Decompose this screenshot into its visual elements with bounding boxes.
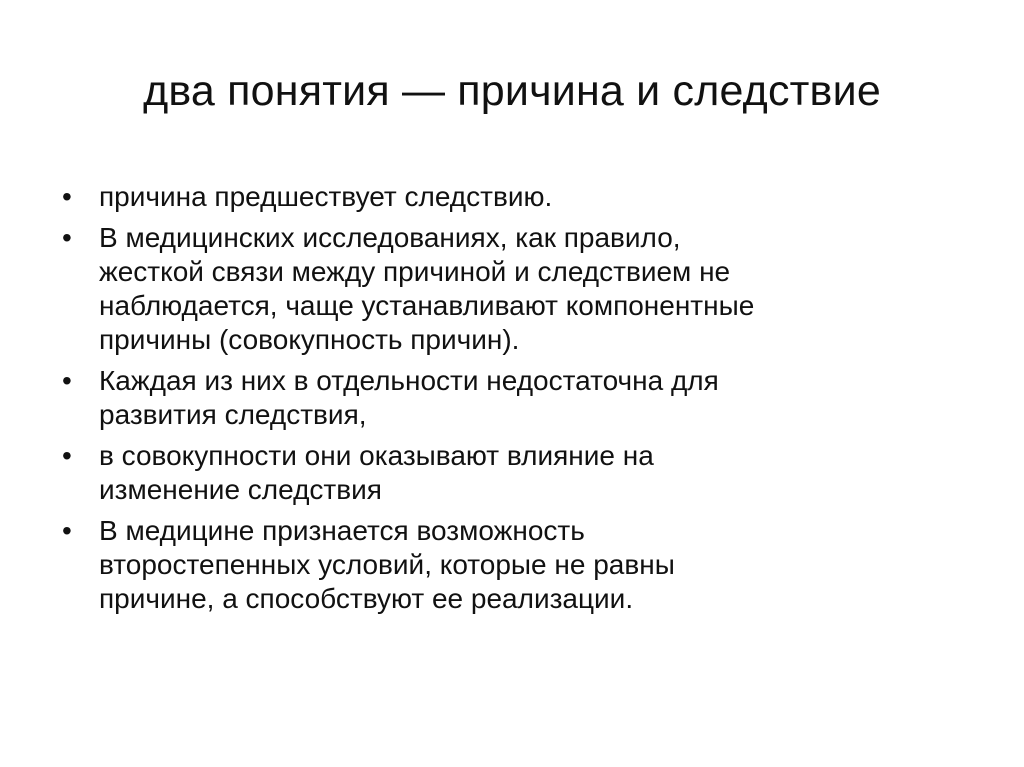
bullet-text-line: наблюдается, чаще устанавливают компонентные <box>99 290 755 321</box>
bullet-text-line: причины (совокупность причин). <box>99 324 520 355</box>
bullet-item <box>62 221 962 357</box>
bullet-text-line: изменение следствия <box>99 474 382 505</box>
slide-title: два понятия — причина и следствие <box>143 67 881 115</box>
bullet-dot-icon: • <box>62 365 72 396</box>
bullet-item <box>62 364 962 432</box>
bullet-dot-icon: • <box>62 222 72 253</box>
bullet-dot-icon: • <box>62 440 72 471</box>
bullet-dot-icon: • <box>62 515 72 546</box>
bullet-text-line: причине, а способствуют ее реализации. <box>99 583 634 614</box>
bullet-item <box>62 439 962 507</box>
bullet-text-line: развития следствия, <box>99 399 367 430</box>
bullet-text-line: причина предшествует следствию. <box>99 181 553 212</box>
bullet-list <box>62 180 962 623</box>
bullet-text-line: жесткой связи между причиной и следствием не <box>99 256 731 287</box>
bullet-text-line: В медицинских исследованиях, как правило, <box>99 222 681 253</box>
bullet-text-line: В медицине признается возможность <box>99 515 585 546</box>
bullet-text-line: в совокупности они оказывают влияние на <box>99 440 654 471</box>
bullet-dot-icon: • <box>62 181 72 212</box>
bullet-item <box>62 514 962 616</box>
bullet-item <box>62 180 962 214</box>
bullet-text-line: второстепенных условий, которые не равны <box>99 549 675 580</box>
bullet-text-line: Каждая из них в отдельности недостаточна для <box>99 365 719 396</box>
